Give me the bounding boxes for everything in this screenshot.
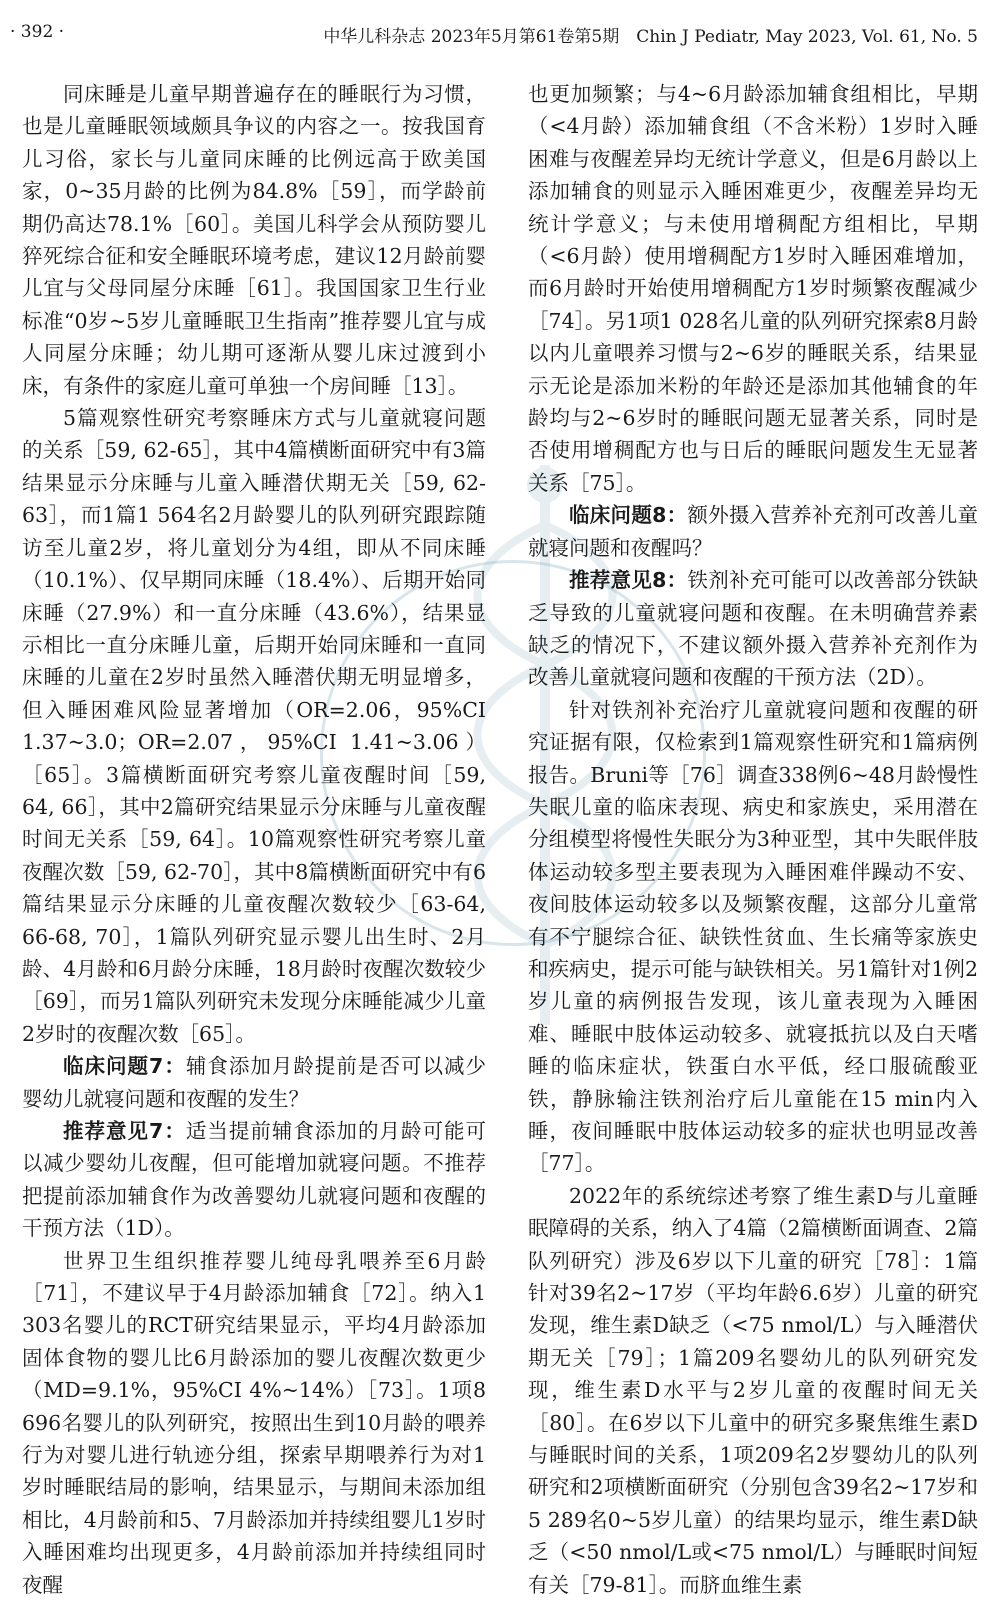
paragraph: 5篇观察性研究考察睡床方式与儿童就寝问题的关系［59, 62-65］，其中4篇横断面研究中有3篇结果显示分床睡与儿童入睡潜伏期无关［59, 62-63］，而1篇1 564名2月龄婴儿的队列研究跟踪随访至儿童2岁，将儿童划分为4组，即从不同床睡（10.1%）、仅早期同床睡（18.4%）、后期开始同床睡（27.9%）和一直分床睡（43.6%），结果显示相比一直分床睡儿童，后期开始同床睡和一直同床睡的儿童在2岁时虽然入睡潜伏期无明显增多，但入睡困难风险显著增加（OR=2.06，95%CI 1.37~3.0；OR=2.07，95%CI 1.41~3.06）［65］。3篇横断面研究考察儿童夜醒时间［59, 64, 66］，其中2篇研究结果显示分床睡与儿童夜醒时间无关系［59, 64］。10篇观察性研究考察儿童夜醒次数［59, 62-70］，其中8篇横断面研究中有6篇结果显示分床睡的儿童夜醒次数较少［63-64, 66-68, 70］，1篇队列研究显示婴儿出生时、2月龄、4月龄和6月龄分床睡，18月龄时夜醒次数较少［69］，而另1篇队列研究未发现分床睡能减少儿童2岁时的夜醒次数［65］。 <box>22 406 486 1046</box>
question-label: 临床问题8： <box>569 503 688 528</box>
question-text: 额外摄入营养补充剂可改善儿童就寝问题和夜醒吗？ <box>528 503 979 560</box>
clinical-question-7 <box>22 1050 486 1115</box>
right-column <box>528 78 978 1601</box>
paragraph: 同床睡是儿童早期普遍存在的睡眠行为习惯，也是儿童睡眠领域颇具争议的内容之一。按我国育儿习俗，家长与儿童同床睡的比例远高于欧美国家，0~35月龄的比例为84.8%［59］，而学龄前期仍高达78.1%［60］。美国儿科学会从预防婴儿猝死综合征和安全睡眠环境考虑，建议12月龄前婴儿宜与父母同屋分床睡［61］。我国国家卫生行业标准“0岁~5岁儿童睡眠卫生指南”推荐婴儿宜与成人同屋分床睡；幼儿期可逐渐从婴儿床过渡到小床，有条件的家庭儿童可单独一个房间睡［13］。 <box>22 82 486 398</box>
recommendation-text: 适当提前辅食添加的月龄可能可以减少婴幼儿夜醒，但可能增加就寝问题。不推荐把提前添加辅食作为改善婴幼儿就寝问题和夜醒的干预方法（1D）。 <box>22 1119 487 1241</box>
question-text: 辅食添加月龄提前是否可以减少婴幼儿就寝问题和夜醒的发生？ <box>22 1054 487 1111</box>
paragraph: 世界卫生组织推荐婴儿纯母乳喂养至6月龄［71］，不建议早于4月龄添加辅食［72］。纳入1 303名婴儿的RCT研究结果显示，平均4月龄添加固体食物的婴儿比6月龄添加的婴儿夜醒次数更少（MD=9.1%，95%CI 4%~14%）［73］。1项8 696名婴儿的队列研究，按照出生到10月龄的喂养行为对婴儿进行轨迹分组，探索早期喂养行为对1岁时睡眠结局的影响，结果显示，与期间未添加组相比，4月龄前和5、7月龄添加并持续组婴儿1岁时入睡困难均出现更多，4月龄前添加并持续组同时夜醒 <box>22 1248 486 1597</box>
page-header <box>0 18 1000 48</box>
paragraph: 针对铁剂补充治疗儿童就寝问题和夜醒的研究证据有限，仅检索到1篇观察性研究和1篇病例报告。Bruni等［76］调查338例6~48月龄慢性失眠儿童的临床表现、病史和家族史，采用潜在分组模型将慢性失眠分为3种亚型，其中失眠伴肢体运动较多型主要表现为入睡困难伴躁动不安、夜间肢体运动较多以及频繁夜醒，这部分儿童常有不宁腿综合征、缺铁性贫血、生长痛等家族史和疾病史，提示可能与缺铁相关。另1篇针对1例2岁儿童的病例报告发现，该儿童表现为入睡困难、睡眠中肢体运动较多、就寝抵抗以及白天嗜睡的临床症状，铁蛋白水平低，经口服硫酸亚铁，静脉输注铁剂治疗后儿童能在15 min内入睡，夜间睡眠中肢体运动较多的症状也明显改善［77］。 <box>528 697 978 1176</box>
paragraph: 也更加频繁；与4~6月龄添加辅食组相比，早期（<4月龄）添加辅食组（不含米粉）1岁时入睡困难与夜醒差异均无统计学意义，但是6月龄以上添加辅食的则显示入睡困难更少，夜醒差异均无统计学意义；与未使用增稠配方组相比，早期（<6月龄）使用增稠配方1岁时入睡困难增加，而6月龄时开始使用增稠配方1岁时频繁夜醒减少［74］。另1项1 028名儿童的队列研究探索8月龄以内儿童喂养习惯与2~6岁的睡眠关系，结果显示无论是添加米粉的年龄还是添加其他辅食的年龄均与2~6岁时的睡眠问题无显著关系，同时是否使用增稠配方也与日后的睡眠问题发生无显著关系［75］。 <box>528 82 978 495</box>
recommendation-label: 推荐意见7： <box>63 1119 186 1143</box>
recommendation-text: 铁剂补充可能可以改善部分铁缺乏导致的儿童就寝问题和夜醒。在未明确营养素缺乏的情况下，不建议额外摄入营养补充剂作为改善儿童就寝问题和夜醒的干预方法（2D）。 <box>528 568 979 690</box>
recommendation-label: 推荐意见8： <box>569 568 688 593</box>
left-column <box>22 78 486 1601</box>
recommendation-7 <box>22 1115 486 1245</box>
question-label: 临床问题7： <box>63 1054 186 1079</box>
recommendation-8 <box>528 564 978 694</box>
clinical-question-8 <box>528 499 978 564</box>
running-head: 中华儿科杂志 2023年5月第61卷第5期 Chin J Pediatr, May 2023, Vol. 61, No. 5 <box>323 27 978 47</box>
paragraph: 2022年的系统综述考察了维生素D与儿童睡眠障碍的关系，纳入了4篇（2篇横断面调查、2篇队列研究）涉及6岁以下儿童的研究［78］：1篇针对39名2~17岁（平均年龄6.6岁）儿童的研究发现，维生素D缺乏（<75 nmol/L）与入睡潜伏期无关［79］；1篇209名婴幼儿的队列研究发现，维生素D水平与2岁儿童的夜醒时间无关［80］。在6岁以下儿童中的研究多聚焦维生素D与睡眠时间的关系，1项209名2岁婴幼儿的队列研究和2项横断面研究（分别包含39名2~17岁和5 289名0~5岁儿童）的结果均显示，维生素D缺乏（<50 nmol/L或<75 nmol/L）与睡眠时间短有关［79-81］。而脐血维生素 <box>528 1183 978 1597</box>
page-number: · 392 · <box>10 22 65 42</box>
